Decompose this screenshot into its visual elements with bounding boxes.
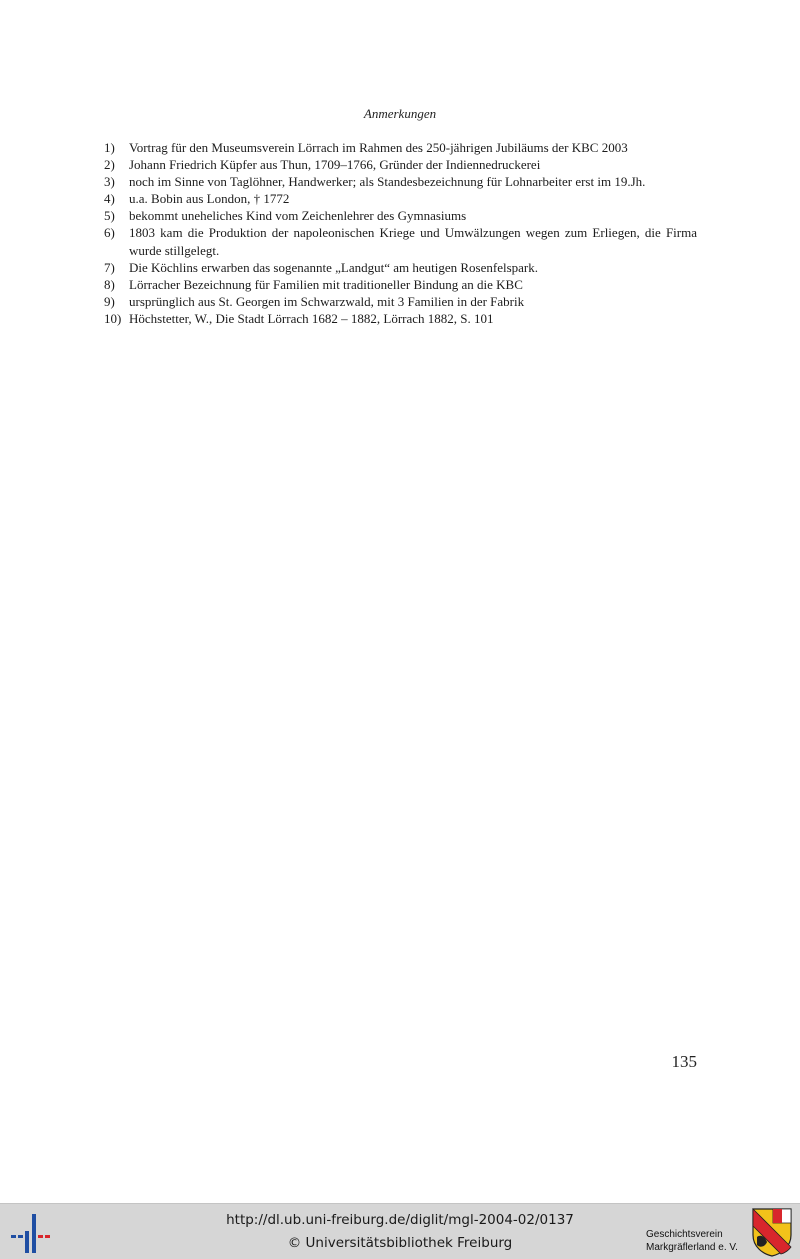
note-number: 6) <box>104 225 115 241</box>
note-text: u.a. Bobin aus London, † 1772 <box>129 191 290 207</box>
list-item <box>104 276 697 293</box>
list-item <box>104 293 697 310</box>
page-heading: Anmerkungen <box>363 106 437 121</box>
note-number: 4) <box>104 191 115 207</box>
page-number: 135 <box>671 1052 697 1071</box>
society-name <box>646 1228 754 1254</box>
note-text: Die Köchlins erwarben das sogenannte „Landgut“ am heutigen Rosenfelspark. <box>129 259 539 275</box>
note-number: 3) <box>104 174 115 190</box>
note-number: 1) <box>104 140 115 155</box>
coat-of-arms-icon <box>751 1207 793 1257</box>
source-url[interactable]: http://dl.ub.uni-freiburg.de/diglit/mgl-2004-02/0137 <box>226 1212 574 1228</box>
list-item <box>104 259 697 276</box>
note-text: Vortrag für den Museumsverein Lörrach im Rahmen des 250-jährigen Jubiläums der KBC 2003 <box>129 140 628 155</box>
list-item <box>104 190 697 207</box>
list-item <box>104 224 697 258</box>
note-number: 8) <box>104 276 115 292</box>
note-number: 9) <box>104 293 115 309</box>
society-line-1: Geschichtsverein <box>646 1229 723 1240</box>
note-text: Höchstetter, W., Die Stadt Lörrach 1682 – 1882, Lörrach 1882, S. 101 <box>129 310 494 326</box>
note-text: Lörracher Bezeichnung für Familien mit traditioneller Bindung an die KBC <box>129 276 523 292</box>
note-text: Johann Friedrich Küpfer aus Thun, 1709–1766, Gründer der Indiennedruckerei <box>129 157 541 173</box>
society-line-2: Markgräflerland e. V. <box>646 1242 738 1253</box>
copyright-text: © Universitätsbibliothek Freiburg <box>287 1235 513 1251</box>
list-item <box>104 156 697 173</box>
list-item <box>104 207 697 224</box>
list-item <box>104 310 697 327</box>
list-item <box>104 139 697 156</box>
note-number: 7) <box>104 259 115 275</box>
footer-bar <box>0 1203 800 1259</box>
note-number: 5) <box>104 208 115 224</box>
note-number: 2) <box>104 157 115 173</box>
list-item <box>104 173 697 190</box>
note-text: 1803 kam die Produktion der napoleonischen Kriege und Umwälzungen wegen zum Erliegen, die Firma wurde stillgelegt. <box>129 225 697 258</box>
note-text: bekommt uneheliches Kind vom Zeichenlehrer des Gymnasiums <box>129 208 467 224</box>
note-number: 10) <box>104 310 122 326</box>
note-text: ursprünglich aus St. Georgen im Schwarzwald, mit 3 Familien in der Fabrik <box>129 293 525 309</box>
note-text: noch im Sinne von Taglöhner, Handwerker; als Standesbezeichnung für Lohnarbeiter erst im 19.Jh. <box>129 174 646 190</box>
notes-list <box>104 139 697 327</box>
